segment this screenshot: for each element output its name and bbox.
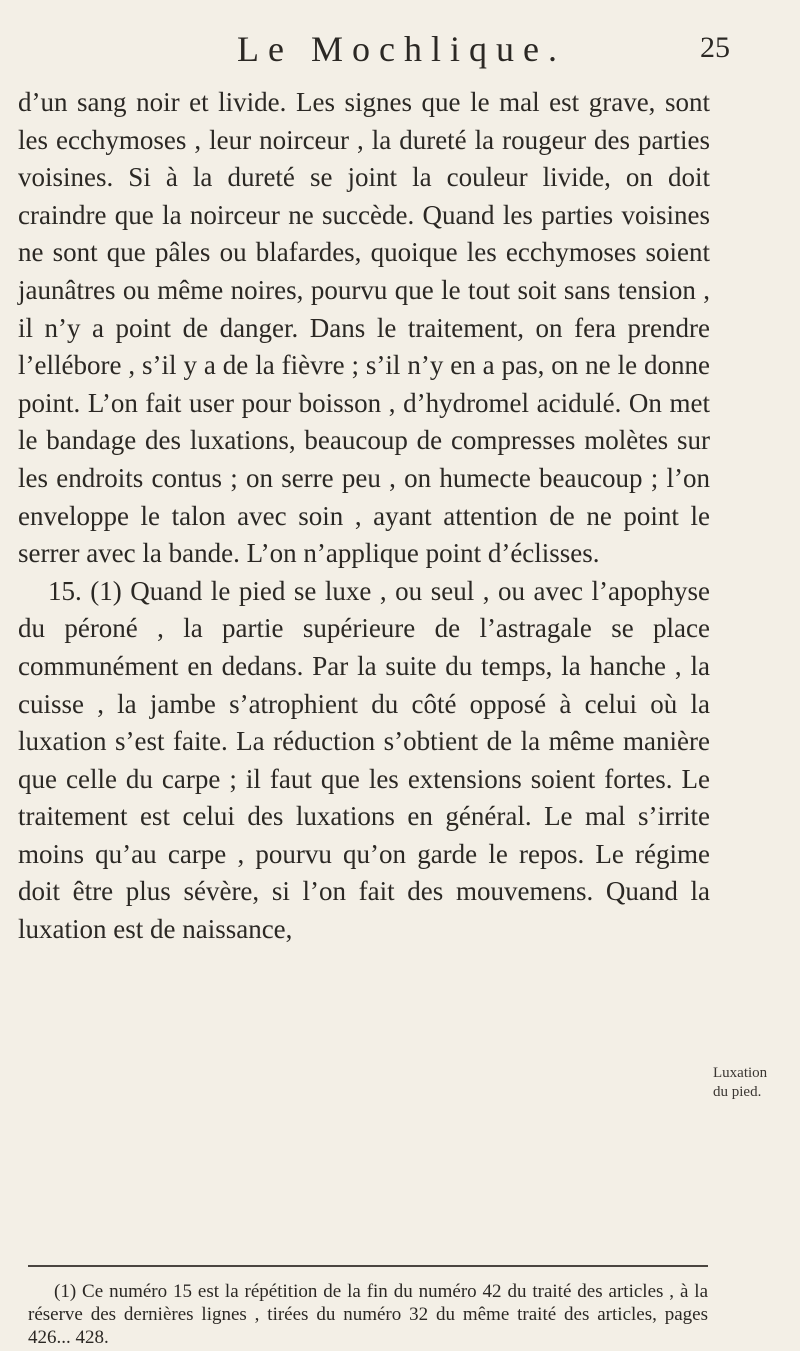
paragraph: 15. (1) Quand le pied se luxe , ou seul , ou avec l’apophyse du péroné , la partie supérieure de l’astragale se place communément en dedans. Par la suite du temps, la hanche , la cuisse , la jambe s’atrophient du côté opposé à celui où la luxation s’est faite. La réduction s’obtient de la même manière que celle du carpe ; il faut que les extensions soient fortes. Le traitement est celui des luxations en général. Le mal s’irrite moins qu’au carpe , pourvu qu’on garde le repos. Le régime doit être plus sévère, si l’on fait des mouvemens. Quand la luxation est de naissance,: [18, 575, 710, 945]
body-text: [18, 84, 710, 949]
margin-note-line: du pied.: [713, 1084, 762, 1100]
page-header: [0, 28, 800, 88]
footnote-text: (1) Ce numéro 15 est la répétition de la fin du numéro 42 du traité des articles , à la réserve des dernières lignes , tirées du numéro 32 du même traité des articles, pages 426... 428.: [28, 1281, 708, 1348]
running-title: Le Mochlique.: [237, 29, 566, 69]
page-number: 25: [700, 31, 730, 64]
margin-note: [713, 1064, 795, 1102]
margin-note-line: Luxation: [713, 1065, 768, 1081]
paragraph: d’un sang noir et livide. Les signes que le mal est grave, sont les ecchymoses , leur noirceur , la dureté la rougeur des parties voisines. Si à la dureté se joint la couleur livide, on doit craindre que la noirceur ne succède. Quand les parties voisines ne sont que pâles ou blafardes, quoique les ecchymoses soient jaunâtres ou même noires, pourvu que le tout soit sans tension , il n’y a point de danger. Dans le traitement, on fera prendre l’ellébore , s’il y a de la fièvre ; s’il n’y en a pas, on ne le donne point. L’on fait user pour boisson , d’hydromel acidulé. On met le bandage des luxations, beaucoup de compresses molètes sur les endroits contus ; on serre peu , on humecte beaucoup ; l’on enveloppe le talon avec soin , ayant attention de ne point le serrer avec la bande. L’on n’applique point d’éclisses.: [18, 87, 710, 569]
footnote-rule: [28, 1265, 708, 1267]
footnote: [28, 1280, 708, 1349]
